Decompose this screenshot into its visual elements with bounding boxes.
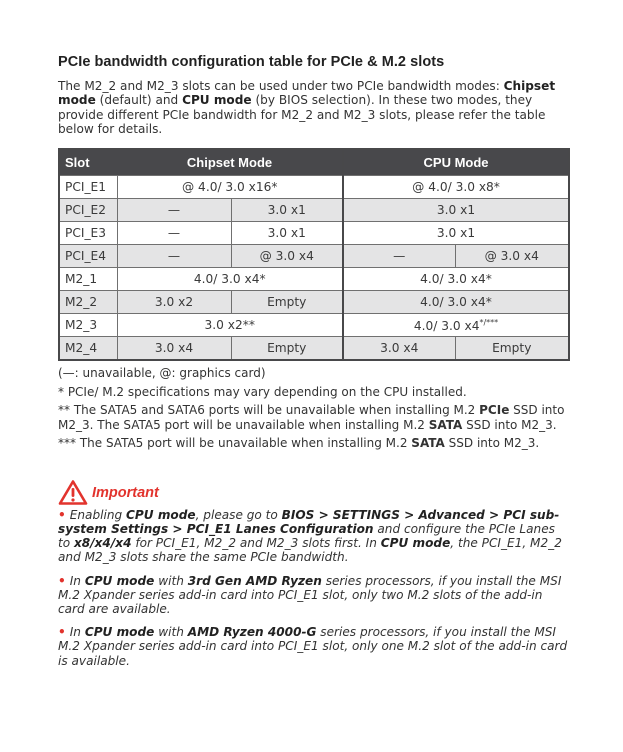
cell-cpu: 3.0 x1 <box>343 222 569 245</box>
header-slot: Slot <box>59 149 117 176</box>
header-cpu-mode: CPU Mode <box>343 149 569 176</box>
bullet-bold: CPU mode <box>84 573 155 588</box>
intro-text: The M2_2 and M2_3 slots can be used under two PCIe bandwidth modes: <box>58 79 504 93</box>
bullet-text: In <box>69 625 85 640</box>
cell-chipset: 4.0/ 3.0 x4* <box>117 268 343 291</box>
cell-slot: PCI_E2 <box>59 199 117 222</box>
bullet-text: In <box>69 573 85 588</box>
table-row <box>59 199 569 222</box>
cell-slot: M2_2 <box>59 291 117 314</box>
cell-chipset: 3.0 x4 <box>117 337 231 361</box>
bullet-text: , please go to <box>195 507 282 522</box>
cell-slot: PCI_E3 <box>59 222 117 245</box>
important-heading <box>58 478 568 508</box>
cell-slot: PCI_E4 <box>59 245 117 268</box>
cell-chipset: 3.0 x2 <box>117 291 231 314</box>
important-title: Important <box>92 484 159 501</box>
bullet-text: , the PCI_E1, M2_2 and M2_3 slots share the same PCIe bandwidth. <box>58 536 562 565</box>
bullet-bold: CPU mode <box>126 507 196 522</box>
bullet-dot: • <box>58 507 66 522</box>
table-row <box>59 245 569 268</box>
important-bullet-1 <box>58 508 568 565</box>
warning-triangle-icon <box>58 479 88 506</box>
cell-cpu: 4.0/ 3.0 x4* <box>343 291 569 314</box>
intro-text: (by BIOS selection). In these two modes, they provide different PCIe bandwidth for M2_2 and M2_3 slots, please refer the table below for details. <box>58 93 546 136</box>
footnote-1: * PCIe/ M.2 specifications may vary depending on the CPU installed. <box>58 384 467 399</box>
cell-chipset: 3.0 x1 <box>231 222 343 245</box>
cell-cpu-value: 4.0/ 3.0 x4 <box>413 318 480 333</box>
bandwidth-table <box>58 148 570 361</box>
cell-cpu <box>343 314 569 337</box>
section-title: PCIe bandwidth configuration table for PCIe & M.2 slots <box>58 54 445 70</box>
cell-cpu: 3.0 x4 <box>343 337 455 361</box>
intro-bold-chipset: Chipset mode <box>58 79 556 108</box>
header-chipset-mode: Chipset Mode <box>117 149 343 176</box>
bullet-text: with <box>154 573 188 588</box>
intro-text: (default) and <box>95 93 183 108</box>
cell-cpu: 3.0 x1 <box>343 199 569 222</box>
cell-chipset: — <box>117 199 231 222</box>
bullet-text: for PCI_E1, M2_2 and M2_3 slots first. In <box>131 536 381 551</box>
cell-cpu: @ 4.0/ 3.0 x8* <box>343 176 569 199</box>
table-row <box>59 291 569 314</box>
cell-chipset: 3.0 x2** <box>117 314 343 337</box>
cell-chipset: Empty <box>231 337 343 361</box>
cell-chipset: Empty <box>231 291 343 314</box>
cell-cpu: Empty <box>455 337 569 361</box>
cell-cpu: @ 3.0 x4 <box>455 245 569 268</box>
important-bullet-3 <box>58 625 568 668</box>
legend-note: (—: unavailable, @: graphics card) <box>58 366 266 381</box>
cell-slot: M2_4 <box>59 337 117 361</box>
bullet-bold: CPU mode <box>380 536 451 551</box>
footnote-3 <box>58 436 568 451</box>
important-callout <box>58 478 568 668</box>
note-bold: PCIe <box>479 403 510 418</box>
table-notes <box>58 366 568 451</box>
bullet-dot: • <box>58 573 66 588</box>
bullet-bold: BIOS > SETTINGS > Advanced > PCI sub-system Settings > PCI_E1 Lanes Configuration <box>58 507 560 536</box>
table-row <box>59 176 569 199</box>
table-row <box>59 268 569 291</box>
cell-chipset: — <box>117 222 231 245</box>
bullet-text: series processors, if you install the MSI M.2 Xpander series add-in card into PCI_E1 slot, only one M.2 slot of the add-in card is available. <box>58 625 568 668</box>
bullet-bold: CPU mode <box>84 625 155 640</box>
bullet-bold: x8/x4/x4 <box>74 536 132 551</box>
bullet-text: with <box>154 625 188 640</box>
table-row <box>59 314 569 337</box>
table-row <box>59 337 569 361</box>
note-text: SSD into M2_3. The SATA5 port will be unavailable when installing M.2 <box>58 403 565 432</box>
bullet-text: Enabling <box>69 507 127 522</box>
note-text: *** The SATA5 port will be unavailable when installing M.2 <box>58 436 412 451</box>
note-bold: SATA <box>411 436 445 451</box>
intro-bold-cpu: CPU mode <box>182 93 252 108</box>
note-text: SSD into M2_3. <box>444 436 540 451</box>
intro-paragraph <box>58 79 568 136</box>
note-text: SSD into M2_3. <box>462 417 557 432</box>
table-header-row <box>59 149 569 176</box>
note-text: ** The SATA5 and SATA6 ports will be unavailable when installing M.2 <box>58 403 480 418</box>
bullet-bold: 3rd Gen AMD Ryzen <box>187 573 322 588</box>
cell-slot: M2_1 <box>59 268 117 291</box>
important-bullet-2 <box>58 574 568 617</box>
bullet-text: and configure the PCIe Lanes to <box>58 521 555 551</box>
cell-slot: PCI_E1 <box>59 176 117 199</box>
cell-cpu: — <box>343 245 455 268</box>
bullet-bold: AMD Ryzen 4000-G <box>187 625 317 640</box>
table-row <box>59 222 569 245</box>
cell-cpu-footnote-mark: */*** <box>479 317 499 327</box>
bullet-text: series processors, if you install the MSI M.2 Xpander series add-in card into PCI_E1 slot, only two M.2 slots of the add-in card are available. <box>58 573 562 616</box>
note-bold: SATA <box>428 417 463 432</box>
bullet-dot: • <box>58 625 66 640</box>
cell-chipset: @ 3.0 x4 <box>231 245 343 268</box>
cell-slot: M2_3 <box>59 314 117 337</box>
cell-cpu: 4.0/ 3.0 x4* <box>343 268 569 291</box>
document-page <box>58 54 568 677</box>
footnote-2 <box>58 403 568 432</box>
cell-chipset: @ 4.0/ 3.0 x16* <box>117 176 343 199</box>
cell-chipset: 3.0 x1 <box>231 199 343 222</box>
cell-chipset: — <box>117 245 231 268</box>
